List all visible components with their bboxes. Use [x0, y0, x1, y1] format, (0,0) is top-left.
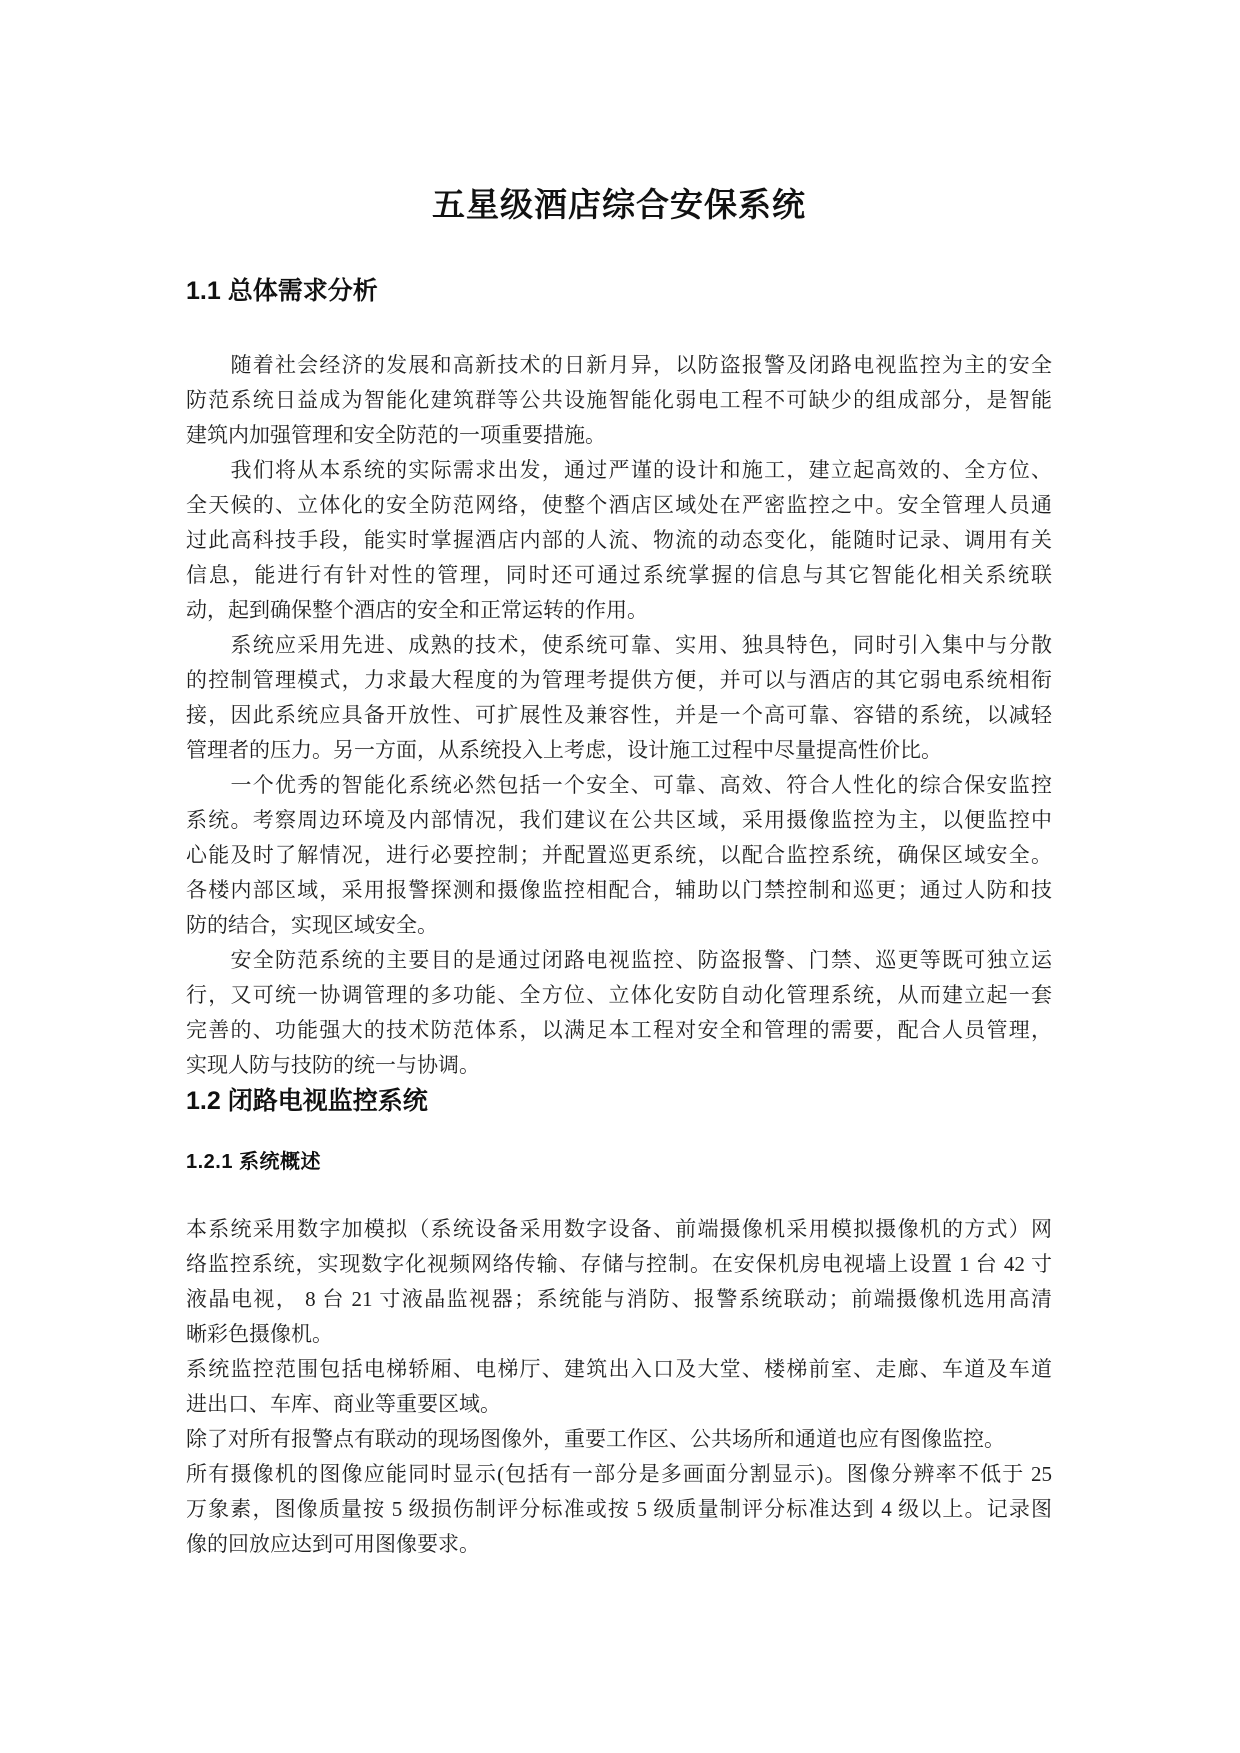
text-line: 随着社会经济的发展和高新技术的日新月异，以防盗报警及闭路电视监控为主的安全: [186, 353, 1052, 377]
paragraph: [186, 348, 1052, 453]
text-line: 行，又可统一协调管理的多功能、全方位、立体化安防自动化管理系统，从而建立起一套: [186, 983, 1052, 1007]
section-heading-1-2: 1.2 闭路电视监控系统: [186, 1087, 428, 1115]
text-line: 本系统采用数字加模拟（系统设备采用数字设备、前端摄像机采用模拟摄像机的方式）网: [186, 1217, 1052, 1241]
text-line: 系统。考察周边环境及内部情况，我们建议在公共区域，采用摄像监控为主，以便监控中: [186, 808, 1052, 832]
text-line: 建筑内加强管理和安全防范的一项重要措施。: [186, 423, 606, 447]
paragraph: [186, 1352, 1052, 1422]
text-line: 过此高科技手段，能实时掌握酒店内部的人流、物流的动态变化，能随时记录、调用有关: [186, 528, 1052, 552]
text-line: 像的回放应达到可用图像要求。: [186, 1532, 480, 1556]
text-line: 万象素，图像质量按 5 级损伤制评分标准或按 5 级质量制评分标准达到 4 级以上。记录图: [186, 1497, 1052, 1521]
paragraph: [186, 768, 1052, 943]
text-line: 系统监控范围包括电梯轿厢、电梯厅、建筑出入口及大堂、楼梯前室、走廊、车道及车道: [186, 1357, 1052, 1381]
text-line: 信息，能进行有针对性的管理，同时还可通过系统掌握的信息与其它智能化相关系统联: [186, 563, 1052, 587]
section-1-2-1-paragraphs: [186, 1212, 1052, 1562]
text-line: 全天候的、立体化的安全防范网络，使整个酒店区域处在严密监控之中。安全管理人员通: [186, 493, 1052, 517]
text-line: 液晶电视， 8 台 21 寸液晶监视器；系统能与消防、报警系统联动；前端摄像机选用高清: [186, 1287, 1052, 1311]
text-line: 心能及时了解情况，进行必要控制；并配置巡更系统，以配合监控系统，确保区域安全。: [186, 843, 1052, 867]
text-line: 防的结合，实现区域安全。: [186, 913, 438, 937]
text-line: 防范系统日益成为智能化建筑群等公共设施智能化弱电工程不可缺少的组成部分，是智能: [186, 388, 1052, 412]
text-line: 管理者的压力。另一方面，从系统投入上考虑，设计施工过程中尽量提高性价比。: [186, 738, 942, 762]
text-line: 晰彩色摄像机。: [186, 1322, 333, 1346]
paragraph: [186, 1457, 1052, 1562]
section-heading-1-1: 1.1 总体需求分析: [186, 277, 378, 305]
text-line: 进出口、车库、商业等重要区域。: [186, 1392, 501, 1416]
paragraph: [186, 628, 1052, 768]
text-line: 实现人防与技防的统一与协调。: [186, 1053, 480, 1077]
text-line: 各楼内部区域，采用报警探测和摄像监控相配合，辅助以门禁控制和巡更；通过人防和技: [186, 878, 1052, 902]
section-heading-1-2-1: 1.2.1 系统概述: [186, 1151, 322, 1173]
text-line: 安全防范系统的主要目的是通过闭路电视监控、防盗报警、门禁、巡更等既可独立运: [186, 948, 1052, 972]
text-line: 络监控系统，实现数字化视频网络传输、存储与控制。在安保机房电视墙上设置 1 台 42 寸: [186, 1252, 1052, 1276]
paragraph: [186, 943, 1052, 1083]
paragraph: [186, 1212, 1052, 1352]
document-title: 五星级酒店综合安保系统: [432, 188, 806, 224]
paragraph: [186, 453, 1052, 628]
text-line: 完善的、功能强大的技术防范体系，以满足本工程对安全和管理的需要，配合人员管理，: [186, 1018, 1052, 1042]
text-line: 接，因此系统应具备开放性、可扩展性及兼容性，并是一个高可靠、容错的系统，以减轻: [186, 703, 1052, 727]
paragraph: [186, 1422, 1052, 1457]
text-line: 所有摄像机的图像应能同时显示(包括有一部分是多画面分割显示)。图像分辨率不低于 25: [186, 1462, 1052, 1486]
text-line: 除了对所有报警点有联动的现场图像外，重要工作区、公共场所和通道也应有图像监控。: [186, 1427, 1005, 1451]
text-line: 我们将从本系统的实际需求出发，通过严谨的设计和施工，建立起高效的、全方位、: [186, 458, 1052, 482]
text-line: 的控制管理模式，力求最大程度的为管理考提供方便，并可以与酒店的其它弱电系统相衔: [186, 668, 1052, 692]
section-1-1-paragraphs: [186, 348, 1052, 1083]
text-line: 系统应采用先进、成熟的技术，使系统可靠、实用、独具特色，同时引入集中与分散: [186, 633, 1052, 657]
text-line: 动，起到确保整个酒店的安全和正常运转的作用。: [186, 598, 648, 622]
text-line: 一个优秀的智能化系统必然包括一个安全、可靠、高效、符合人性化的综合保安监控: [186, 773, 1052, 797]
